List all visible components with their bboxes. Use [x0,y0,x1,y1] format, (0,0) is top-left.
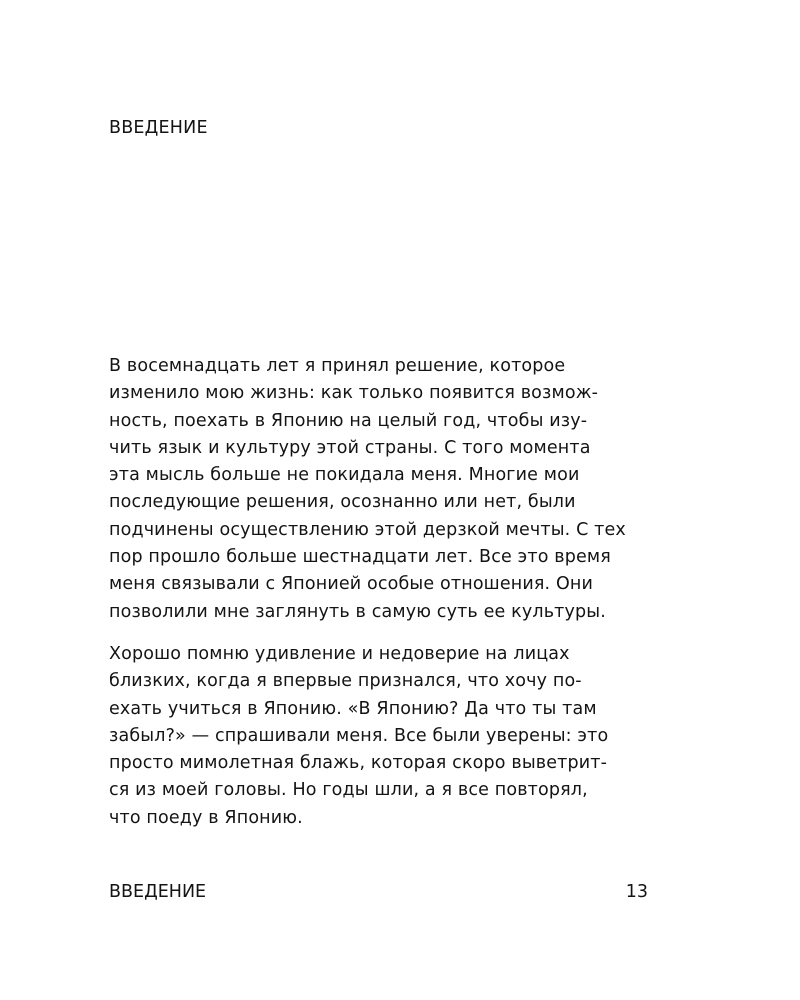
paragraph-spacer [109,626,654,641]
text-line: что поеду в Японию. [109,807,303,828]
text-line: просто мимолетная блажь, которая скоро выветрит- [109,753,608,774]
paragraph-2 [109,641,654,832]
text-line: меня связывали с Японией особые отношения. Они [109,574,594,595]
text-line: чить язык и культуру этой страны. С того момента [109,437,591,458]
text-line: Хорошо помню удивление и недоверие на лицах [109,643,570,664]
text-line: ехать учиться в Японию. «В Японию? Да что ты там [109,698,597,719]
body-text [109,353,654,832]
running-head: ВВЕДЕНИЕ [109,882,207,902]
paragraph-1 [109,353,654,626]
text-line: изменило мою жизнь: как только появится возмож- [109,383,599,404]
text-line: ность, поехать в Японию на целый год, чтобы изу- [109,410,588,431]
text-line: В восемнадцать лет я принял решение, которое [109,356,566,376]
text-line: пор прошло больше шестнадцати лет. Все это время [109,547,611,568]
text-line: позволили мне заглянуть в самую суть ее культуры. [109,601,606,622]
text-line: последующие решения, осознанно или нет, были [109,492,576,513]
text-line: подчинены осуществлению этой дерзкой мечты. С тех [109,519,626,540]
chapter-title: ВВЕДЕНИЕ [109,118,208,138]
page-number: 13 [625,882,648,902]
text-line: ся из моей головы. Но годы шли, а я все повторял, [109,780,588,801]
page-footer [109,880,648,904]
text-line: забыл?» — спрашивали меня. Все были уверены: это [109,725,609,746]
text-line: эта мысль больше не покидала меня. Многие мои [109,465,580,486]
text-line: близких, когда я впервые признался, что хочу по- [109,671,582,692]
